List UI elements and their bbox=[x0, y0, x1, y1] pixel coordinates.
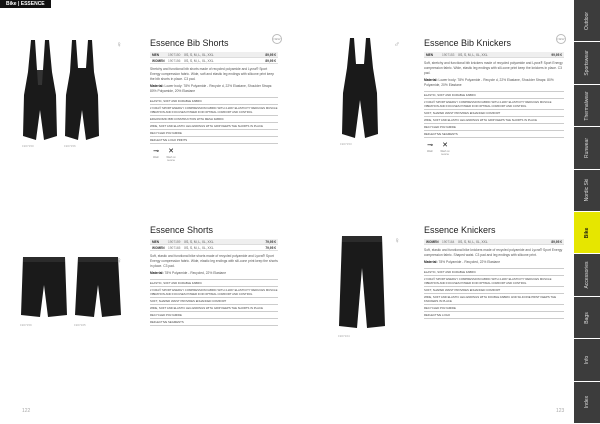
knickers-women-image bbox=[338, 234, 386, 330]
no-tumble-dry-icon: ✕ bbox=[168, 148, 174, 155]
list-item: WIDE, SOFT AND ELASTIC LEG ENDINGS WITH GRIP KEEPS THE SHORTS IN PLACE bbox=[150, 123, 278, 130]
list-item: RECYCLED POLYAMIDE bbox=[424, 305, 564, 312]
product-description: Soft, stretchy and functional bib knickers made of recycled polyamide and Lycra® Sport Energy compression fabric. Wide, elastic leg endings with sili-cone print keep the knickers in place. C3 pad. bbox=[424, 61, 563, 75]
list-item: ELASTIC, SOFT AND DURABLE FABRIC bbox=[424, 92, 564, 99]
list-item: REFLECTIVE LOGO PRINTS bbox=[150, 137, 278, 144]
product-material: Material: Lower body: 78% Polyamide - Recycle d, 22% Elastane, Shoulder Straps: 80% Polyamide, 20% Elastane bbox=[424, 78, 554, 87]
table-row: WOMEN 1907156 XS, S, M, L, XL, XXL 89,95 € bbox=[152, 58, 276, 63]
product-image bbox=[64, 40, 100, 148]
list-item: LYCRA® SPORT ENERGY COMPRESSION FABRIC WITH 4-WAY ELASTICITY REDUCES MUSCLE VIBRATION AND FOCUSES POWER FOR OPTIMAL COMFORT AND CONTROL bbox=[424, 99, 564, 110]
feature-list bbox=[150, 279, 278, 326]
tab-bags[interactable]: Bags bbox=[574, 297, 600, 339]
bib-shorts-women-image bbox=[64, 40, 100, 140]
product-material: Material: 78% Polyamide - Recycled, 22% Elastane bbox=[424, 260, 501, 264]
product-code: 1907153 bbox=[340, 142, 352, 146]
product-material: Material: Lower body: 78% Polyamide - Recycle d, 22% Elastane, Shoulder Straps: 80% Polyamide, 20% Elastane bbox=[150, 84, 273, 93]
tab-sportswear[interactable]: Sportswear bbox=[574, 42, 600, 84]
new-badge: NEW bbox=[272, 34, 282, 44]
list-item: SOFT, SHAPED WAIST PROVIDES ENHANCED COMFORT bbox=[424, 110, 564, 117]
list-item: RECYCLED POLYAMIDE bbox=[424, 124, 564, 131]
tab-info[interactable]: Info bbox=[574, 339, 600, 381]
list-item: WIDE, SOFT AND ELASTIC LEG ENDINGS WITH DOUBLE FABRIC AND SILICONE PRINT KEEPS THE KNICKERS IN PLACE bbox=[424, 294, 564, 305]
washing-machine-icon: ⊸ bbox=[153, 148, 159, 155]
list-item: SOFT, SHAPED WAIST PROVIDES ENHANCED COMFORT bbox=[424, 287, 564, 294]
table-row: WOMEN 1907165 XS, S, M, L, XL, XXL 79,95 € bbox=[152, 245, 276, 250]
table-row: MEN 1907150 XS, S, M, L, XL, XXL 89,95 € bbox=[152, 52, 276, 57]
bib-knickers-front-image bbox=[340, 38, 380, 138]
care-item: ✕ Wash on reverse bbox=[440, 142, 450, 156]
knickers-images bbox=[338, 234, 392, 338]
bib-knickers-info bbox=[424, 38, 564, 156]
new-badge: NEW bbox=[556, 34, 566, 44]
product-description: Soft, elastic and functional bike knickers made of recycled polyamide and Lycra® Sport Energy compression fabric. Shaped waist. C3 pad and leg endings with silicone print. bbox=[424, 248, 563, 257]
table-row: MEN 1907153 XS, S, M, L, XL, XXL 99,95 € bbox=[426, 52, 562, 57]
list-item: ELASTIC, SOFT AND DURABLE FABRIC bbox=[150, 98, 278, 105]
list-item: LYCRA® SPORT ENERGY COMPRESSION FABRIC WITH 4-WAY ELASTICITY REDUCES MUSCLE VIBRATION AND FOCUSES POWER FOR OPTIMAL COMFORT AND CONTROL bbox=[150, 106, 278, 114]
tab-thermalwear[interactable]: Thermalwear bbox=[574, 85, 600, 127]
shorts-info bbox=[150, 225, 278, 326]
list-item: REFLECTIVE SEGMENTS bbox=[424, 131, 564, 138]
list-item: LYCRA® SPORT ENERGY COMPRESSION FABRIC WITH 4-WAY ELASTICITY REDUCES MUSCLE VIBRATION AND FOCUSES POWER FOR OPTIMAL COMFORT AND CONTROL bbox=[424, 276, 564, 287]
female-icon: ♀ bbox=[394, 236, 400, 245]
side-navigation bbox=[574, 0, 600, 424]
tab-accessories[interactable]: Accessories bbox=[574, 254, 600, 296]
female-icon: ♀ bbox=[116, 256, 122, 265]
table-row: MEN 1907159 XS, S, M, L, XL, XXL 79,95 € bbox=[152, 239, 276, 244]
product-code: 1907156 bbox=[64, 144, 76, 148]
feature-list bbox=[150, 97, 278, 144]
feature-list bbox=[424, 268, 564, 319]
list-item: SOFT, SHAPED WAIST PROVIDES ENHANCED COMFORT bbox=[150, 298, 278, 305]
knickers-info bbox=[424, 225, 564, 319]
product-material: Material: 78% Polyamide - Recycled, 22% Elastane bbox=[150, 271, 227, 275]
product-code: 1907164 bbox=[338, 334, 350, 338]
washing-machine-icon: ⊸ bbox=[427, 142, 433, 149]
care-item: ✕ Wash on reverse bbox=[166, 148, 176, 162]
product-description: Soft, elastic and functional bike shorts made of recycled polyamide and Lycra® Sport Energy compression fabric. Wide, elastic leg endings with sili-cone print keep the shorts in place. C3 pad. bbox=[150, 254, 278, 268]
list-item: RECYCLED POLYAMIDE bbox=[150, 312, 278, 319]
product-image bbox=[74, 255, 122, 327]
shorts-images bbox=[20, 255, 128, 327]
product-title: Essence Shorts bbox=[150, 225, 214, 235]
product-image bbox=[340, 38, 380, 146]
bib-knickers-images bbox=[340, 38, 386, 146]
tab-nordic-ski[interactable]: Nordic Ski bbox=[574, 170, 600, 212]
care-item: ⊸ Wash bbox=[424, 142, 436, 156]
product-code: 1907150 bbox=[22, 144, 34, 148]
product-image bbox=[338, 234, 386, 338]
price-table bbox=[424, 52, 564, 58]
price-table bbox=[424, 239, 564, 245]
list-item: ELASTIC, SOFT AND DURABLE FABRIC bbox=[150, 280, 278, 287]
product-code: 1907159 bbox=[20, 323, 32, 327]
product-title: Essence Knickers bbox=[424, 225, 496, 235]
male-icon: ♂ bbox=[394, 40, 400, 49]
section-label: Bike | ESSENCE bbox=[0, 0, 51, 8]
shorts-men-image bbox=[20, 255, 68, 319]
female-icon: ♀ bbox=[116, 40, 122, 49]
tab-bike[interactable]: Bike bbox=[574, 212, 600, 254]
shorts-women-image bbox=[74, 255, 122, 319]
tab-runwear[interactable]: Runwear bbox=[574, 127, 600, 169]
price-table bbox=[150, 52, 278, 64]
price-table bbox=[150, 239, 278, 251]
list-item: RECYCLED POLYAMIDE bbox=[150, 130, 278, 137]
list-item: REFLECTIVE SEGMENTS bbox=[150, 319, 278, 326]
bib-shorts-images bbox=[22, 40, 106, 148]
page-number-left: 122 bbox=[22, 408, 31, 414]
care-item: ⊸ Wash bbox=[150, 148, 162, 162]
bib-shorts-front-image bbox=[22, 40, 58, 140]
care-icons bbox=[424, 142, 564, 156]
page-number-right: 123 bbox=[556, 408, 565, 414]
care-icons bbox=[150, 148, 278, 162]
list-item: ERGONOMIC BIB CONSTRUCTION WITH MESH FABRIC bbox=[150, 116, 278, 123]
tab-index[interactable]: Index bbox=[574, 382, 600, 424]
tab-outdoor[interactable]: Outdoor bbox=[574, 0, 600, 42]
product-title: Essence Bib Knickers bbox=[424, 38, 512, 48]
product-code: 1907165 bbox=[74, 323, 86, 327]
list-item: WIDE, SOFT AND ELASTIC LEG ENDINGS WITH GRIP KEEPS THE SHORTS IN PLACE bbox=[150, 305, 278, 312]
section-header bbox=[0, 0, 574, 8]
product-image bbox=[22, 40, 58, 148]
bib-shorts-info bbox=[150, 37, 281, 162]
table-row: WOMEN 1907164 XS, S, M, L, XL, XXL 89,95 € bbox=[426, 239, 562, 244]
list-item: WIDE, SOFT AND ELASTIC LEG ENDINGS WITH GRIP KEEPS THE SHORTS IN PLACE bbox=[424, 117, 564, 124]
product-title: Essence Bib Shorts bbox=[150, 38, 229, 48]
list-item: REFLECTIVE LOGO bbox=[424, 312, 564, 319]
product-description: Stretchy and functional bib shorts made of recycled polyamide and Lycra® Sport Energy compression fabric. Wide, soft and elastic leg endings with silicone print keep the bib shorts in place. C3 pad. bbox=[150, 67, 275, 81]
list-item: ELASTIC, SOFT AND DURABLE FABRIC bbox=[424, 269, 564, 276]
list-item: LYCRA® SPORT ENERGY COMPRESSION FABRIC WITH 4-WAY ELASTICITY REDUCES MUSCLE VIBRATION AND FOCUSES POWER FOR OPTIMAL COMFORT AND CONTROL bbox=[150, 288, 278, 296]
feature-list bbox=[424, 91, 564, 138]
product-image bbox=[20, 255, 68, 327]
no-tumble-dry-icon: ✕ bbox=[442, 142, 448, 149]
